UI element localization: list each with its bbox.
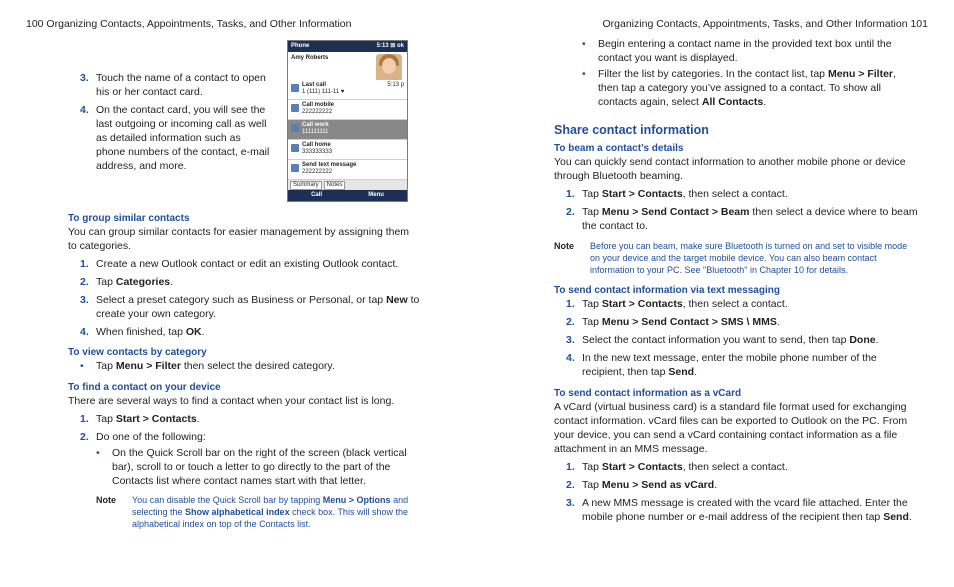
mobile-icon bbox=[291, 104, 299, 112]
phone-row-call-work: Call work 111111111 bbox=[288, 120, 407, 140]
heading-group-contacts: To group similar contacts bbox=[68, 213, 190, 224]
section-group-contacts: To group similar contacts You can group similar contacts for easier management by assigning them to categories. 1. Create a new Outlook contact or edit an existing Outlook contact. 2. Tap Categories. 3. Select a preset category such as Business or Personal, or tap New to create your own category. 4. When finished, tap OK. bbox=[68, 213, 420, 338]
message-icon bbox=[291, 164, 299, 172]
heading-beam: To beam a contact’s details bbox=[554, 143, 684, 154]
running-header-left: 100 Organizing Contacts, Appointments, Tasks, and Other Information bbox=[26, 18, 352, 30]
phone-icon bbox=[291, 84, 299, 92]
top-steps-left bbox=[80, 71, 270, 173]
note-bluetooth: Note Before you can beam, make sure Bluetooth is turned on and set to visible mode on your device and the target mobile device. You can also beam contact information to your PC. See "Bluetooth" in Chapter 10 for details. bbox=[554, 241, 908, 275]
phone-row-call-home: Call home 333333333 bbox=[288, 140, 407, 160]
heading-find-contact: To find a contact on your device bbox=[68, 382, 221, 393]
phone-row-last-call: Last call 1 (111) 111-11 ♥ 5:13 p bbox=[288, 80, 407, 100]
phone-row-send-text: Send text message 222222222 bbox=[288, 160, 407, 180]
phone-softkeys: Call Menu bbox=[288, 190, 407, 201]
contact-name-area: Amy Roberts bbox=[288, 52, 407, 80]
running-header-right: Organizing Contacts, Appointments, Tasks, and Other Information 101 bbox=[602, 18, 928, 30]
phone-tabs: Summary Notes bbox=[288, 180, 407, 191]
section-view-by-category: To view contacts by category • Tap Menu > Filter then select the desired category. bbox=[68, 346, 420, 373]
home-phone-icon bbox=[291, 144, 299, 152]
phone-title-bar: Phone 5:13 ⊠ ok bbox=[288, 41, 407, 52]
top-bullets-right: • Begin entering a contact name in the provided text box until the contact you want is displayed. • Filter the list by categories. In the contact list, tap Menu > Filter, then tap a category you’ve assigned to a contact. To show all contacts again, select All Contacts. bbox=[582, 38, 896, 108]
section-share: Share contact information To beam a contact’s details You can quickly send contact information to another mobile phone or device through Bluetooth beaming. 1. Tap Start > Contacts, then select a contact. 2. Tap Menu > Send Contact > Beam then select a device where to beam the contact to. Note Before you can beam, make sure Bluetooth is turned on and set to visible mode on your device and the target mobile device. You can also beam contact information to your PC. See "Bluetooth" in Chapter 10 for details. To send contact information via text messaging 1. Tap Start > Contacts, then select a contact. 2. Tap Menu > Send Contact > SMS \ MMS. 3. Select the contact information you want to send, then tap Done. 4. In the new text message, enter the mobile phone number of the recipient, then tap Send. To send contact information as a vCard A vCard (virtual business card) is a standard file format used for exchanging contact information. vCard files can be exported to Outlook on the PC. From your device, you can send a vCard containing contact information as a file attachment in an MMS message. 1. Tap Start > Contacts, then select a contact. 2. Tap Menu > Send as vCard. 3. A new MMS message is created with the vcard file attached. Enter the mobile phone number or e-mail address of the recipient then tap Send. bbox=[554, 123, 918, 523]
work-phone-icon bbox=[291, 124, 299, 132]
section-find-contact: To find a contact on your device There are several ways to find a contact when your contact list is long. 1. Tap Start > Contacts. 2. Do one of the following: • On the Quick Scroll bar on the right of the screen (black vertical bar), scroll to or touch a letter to go directly to the part of the Contacts list where contact names start with that letter. Note You can disable the Quick Scroll bar by tapping Menu > Options and selecting the Show alphabetical index check box. This will show the alphabetical index on top of the Contacts list. bbox=[68, 381, 420, 530]
contact-photo bbox=[376, 54, 402, 82]
heading-vcard: To send contact information as a vCard bbox=[554, 388, 742, 399]
right-page bbox=[477, 0, 954, 587]
step-3: 3. Touch the name of a contact to open his or her contact card. bbox=[80, 72, 266, 98]
step-4: 4. On the contact card, you will see the last outgoing or incoming call as well as detailed information such as phone numbers of the contact, e-mail address, and more. bbox=[80, 104, 270, 172]
heading-sms: To send contact information via text messaging bbox=[554, 285, 780, 296]
note-quick-scroll: Note You can disable the Quick Scroll bar by tapping Menu > Options and selecting the Show alphabetical index check box. This will show the alphabetical index on top of the Contacts list. bbox=[96, 495, 409, 529]
heading-view-by-category: To view contacts by category bbox=[68, 347, 207, 358]
phone-row-call-mobile: Call mobile 222222222 bbox=[288, 100, 407, 120]
contact-card-screenshot bbox=[287, 40, 408, 202]
heading-share-contact: Share contact information bbox=[554, 123, 709, 137]
